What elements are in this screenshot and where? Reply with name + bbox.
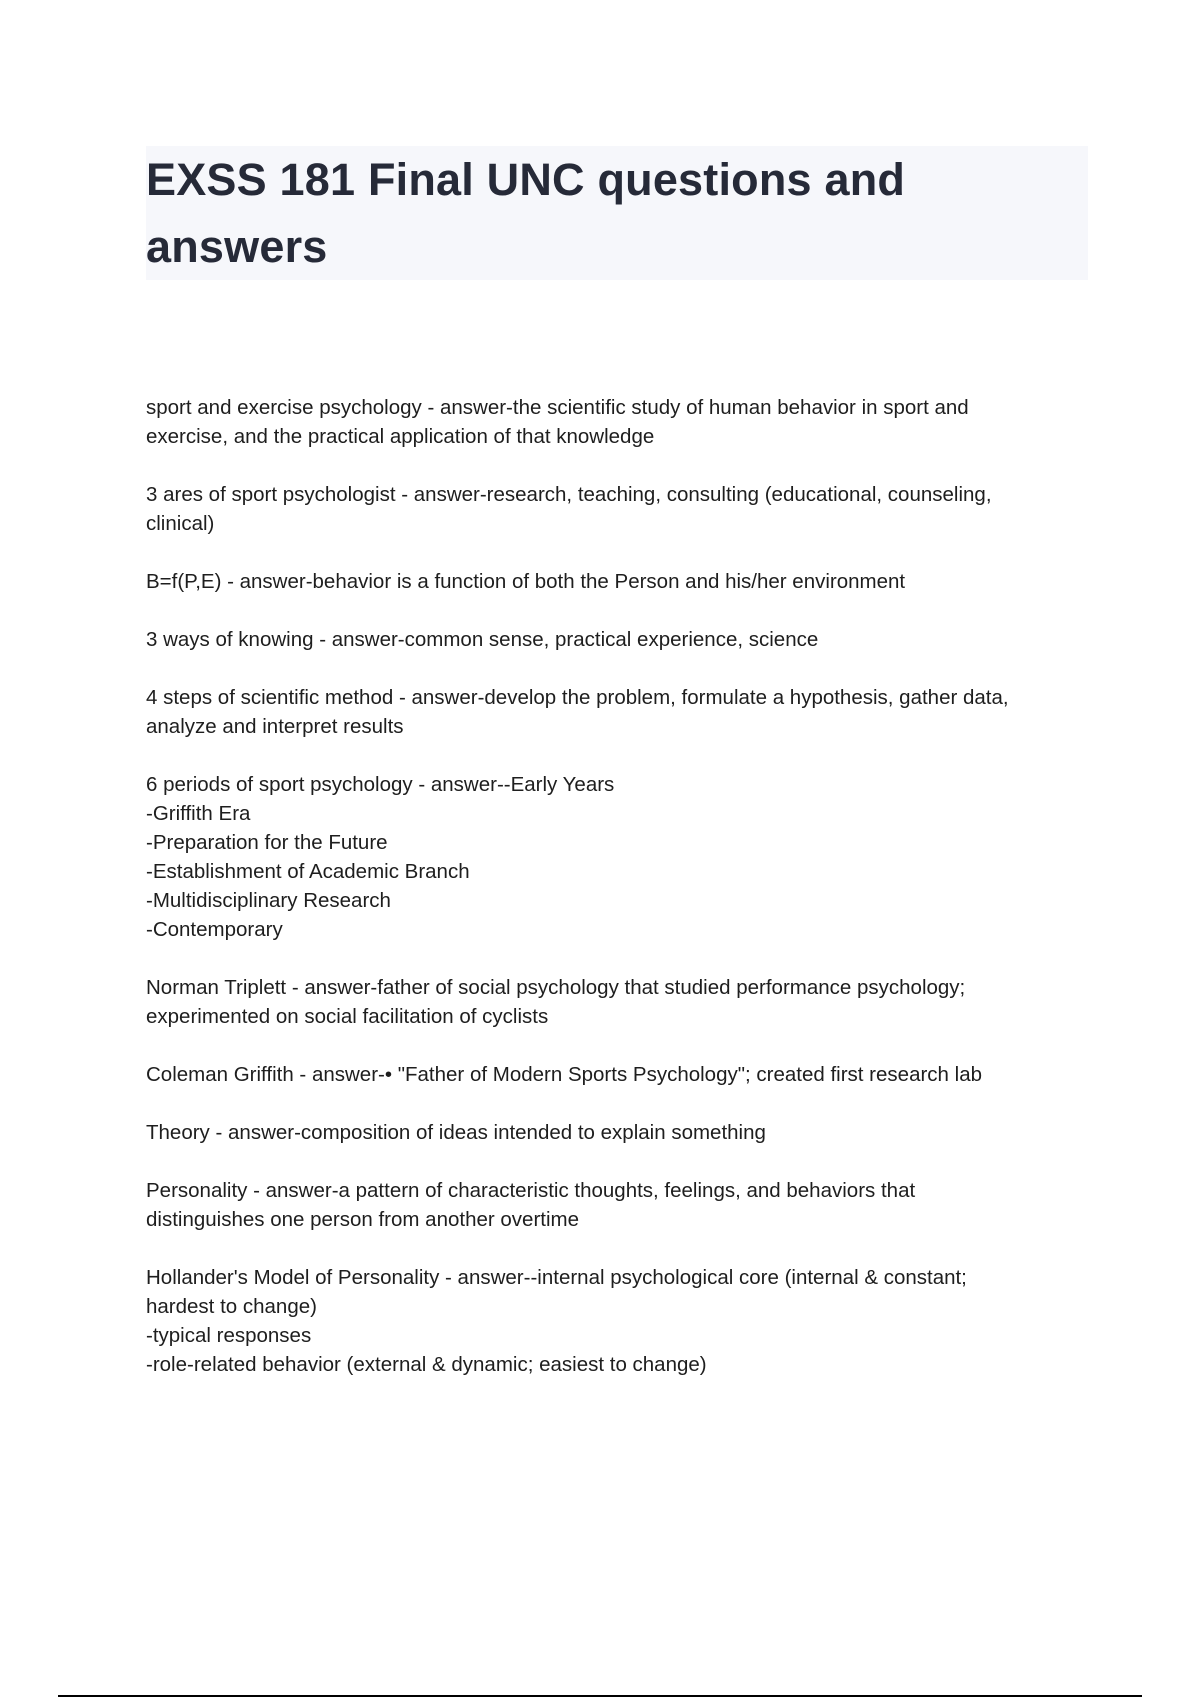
qa-list <box>146 393 1086 1408</box>
qa-line: clinical) <box>146 512 215 535</box>
qa-line: Theory - answer-composition of ideas intended to explain something <box>146 1121 766 1144</box>
qa-line: Hollander's Model of Personality - answer--internal psychological core (internal & constant; <box>146 1266 967 1289</box>
qa-line: 3 ares of sport psychologist - answer-research, teaching, consulting (educational, counseling, <box>146 483 992 506</box>
qa-line: Personality - answer-a pattern of characteristic thoughts, feelings, and behaviors that <box>146 1179 916 1202</box>
qa-line: 3 ways of knowing - answer-common sense, practical experience, science <box>146 628 819 651</box>
qa-line: -typical responses <box>146 1324 312 1347</box>
qa-line: distinguishes one person from another overtime <box>146 1208 580 1231</box>
qa-line: 4 steps of scientific method - answer-develop the problem, formulate a hypothesis, gather data, <box>146 686 1009 709</box>
qa-item-coleman-griffith <box>146 1060 1086 1089</box>
document-title: EXSS 181 Final UNC questions and answers <box>146 154 906 272</box>
qa-line: Norman Triplett - answer-father of social psychology that studied performance psychology; <box>146 976 966 999</box>
title-banner <box>146 146 1088 280</box>
qa-line: Coleman Griffith - answer-• "Father of Modern Sports Psychology"; created first research lab <box>146 1063 982 1086</box>
qa-item-behavior-function <box>146 567 1086 596</box>
qa-line: -Establishment of Academic Branch <box>146 860 470 883</box>
qa-line: B=f(P,E) - answer-behavior is a function of both the Person and his/her environment <box>146 570 906 593</box>
qa-line: 6 periods of sport psychology - answer--Early Years <box>146 773 615 796</box>
qa-item-theory <box>146 1118 1086 1147</box>
qa-item-ways-of-knowing <box>146 625 1086 654</box>
qa-item-areas-of-sport-psychologist <box>146 480 1086 538</box>
qa-item-periods-of-sport-psychology <box>146 770 1086 944</box>
qa-item-scientific-method <box>146 683 1086 741</box>
qa-line: -Griffith Era <box>146 802 251 825</box>
qa-item-norman-triplett <box>146 973 1086 1031</box>
qa-item-hollanders-model <box>146 1263 1086 1379</box>
qa-item-personality <box>146 1176 1086 1234</box>
qa-line: analyze and interpret results <box>146 715 404 738</box>
qa-line: -Contemporary <box>146 918 283 941</box>
qa-line: exercise, and the practical application of that knowledge <box>146 425 655 448</box>
page-footer-rule <box>58 1695 1142 1697</box>
qa-line: experimented on social facilitation of cyclists <box>146 1005 549 1028</box>
qa-line: -Preparation for the Future <box>146 831 388 854</box>
qa-line: hardest to change) <box>146 1295 317 1318</box>
qa-item-sport-exercise-psychology <box>146 393 1086 451</box>
qa-line: -role-related behavior (external & dynamic; easiest to change) <box>146 1353 707 1376</box>
qa-line: sport and exercise psychology - answer-the scientific study of human behavior in sport and <box>146 396 969 419</box>
qa-line: -Multidisciplinary Research <box>146 889 391 912</box>
